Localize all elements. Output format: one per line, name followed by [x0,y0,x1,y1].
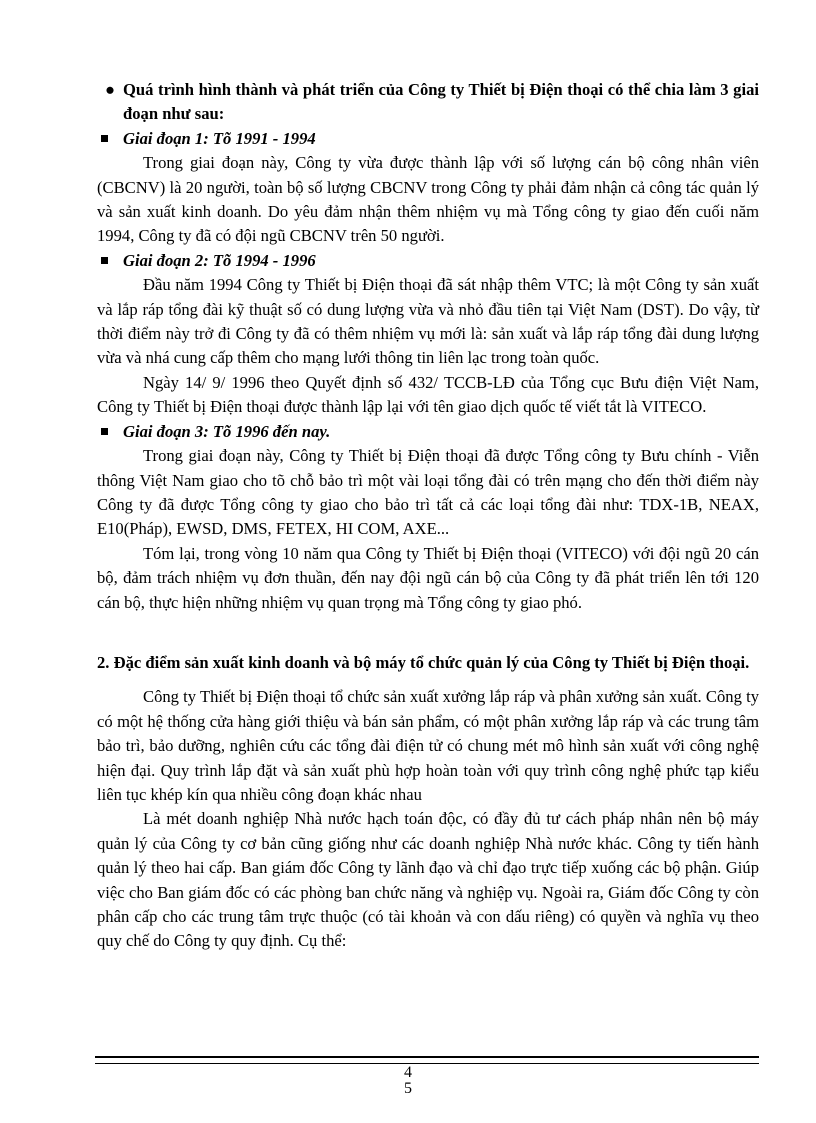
footer-rule [95,1056,759,1064]
section2-paragraph-1: Công ty Thiết bị Điện thoại tổ chức sản xuất xưởng lắp ráp và phân xưởng sản xuất. Công ty có một hệ thống cửa hàng giới thiệu và bán sản phẩm, có một phân xưởng lắp ráp và các trung tâm bảo trì, bảo dưỡng, nghiên cứu các tổng đài điện tử có chung mét mô hình sản xuất với công nghệ hiện đại. Quy trình lắp đặt và sản xuất phù hợp hoàn toàn với quy trình công nghệ phức tạp kiểu liên tục khép kín qua nhiều công đoạn khác nhau [97,687,759,804]
stage3-paragraph-1: Trong giai đoạn này, Công ty Thiết bị Điện thoại đã được Tổng công ty Bưu chính - Viễn thông Việt Nam giao cho tõ chỗ bảo trì một vài loại tổng đài có trên mạng cho đến thời điểm này Công ty đã được Tổng công ty giao cho bảo trì tất cả các loại tổng đài như: TDX-1B, NEAX, E10(Pháp), EWSD, DMS, FETEX, HI COM, AXE... [97,446,759,539]
intro-bullet-text: Quá trình hình thành và phát triển của Công ty Thiết bị Điện thoại có thể chia làm 3 giai đoạn như sau: [123,80,759,124]
page-content [97,78,759,954]
section2-title: 2. Đặc điểm sản xuất kinh doanh và bộ máy tổ chức quản lý của Công ty Thiết bị Điện thoại. [97,652,750,672]
stage2-paragraph-2: Ngày 14/ 9/ 1996 theo Quyết định số 432/ TCCB-LĐ của Tổng cục Bưu điện Việt Nam, Công ty Thiết bị Điện thoại được thành lập lại với tên giao dịch quốc tế viết tắt là VITECO. [97,372,759,417]
page-number-bottom: 5 [404,1080,412,1097]
page-number-top: 4 [404,1064,412,1081]
stage3-heading [97,420,759,444]
square-bullet-icon [101,428,108,435]
stage1-title: Giai đoạn 1: Tõ 1991 - 1994 [123,128,316,148]
stage1-heading [97,127,759,151]
bullet-dot-icon: ● [105,80,116,99]
stage2-paragraph-1: Đầu năm 1994 Công ty Thiết bị Điện thoại đã sát nhập thêm VTC; là một Công ty sản xuất và lắp ráp tổng đài kỹ thuật số có dung lượng vừa và nhỏ đầu tiên tại Việt Nam (DST). Do vậy, từ thời điểm này trở đi Công ty đã có thêm nhiệm vụ mới là: sản xuất và lắp ráp tổng đài dung lượng vừa và nhá cung cấp thêm cho mạng lưới thông tin liên lạc trong toàn quốc. [97,275,759,368]
stage2-heading [97,249,759,273]
square-bullet-icon [101,135,108,142]
square-bullet-icon [101,257,108,264]
stage3-title: Giai đoạn 3: Tõ 1996 đến nay. [123,421,331,441]
stage1-paragraph: Trong giai đoạn này, Công ty vừa được thành lập với số lượng cán bộ công nhân viên (CBCNV) là 20 người, toàn bộ số lượng CBCNV trong Công ty phải đảm nhận cả công tác quản lý và sản xuất kinh doanh. Do yêu đảm nhận thêm nhiệm vụ mà Tổng công ty giao đến cuối năm 1994, Công ty đã có đội ngũ CBCNV trên 50 người. [97,153,759,246]
stage2-title: Giai đoạn 2: Tõ 1994 - 1996 [123,250,316,270]
stage3-paragraph-2: Tóm lại, trong vòng 10 năm qua Công ty Thiết bị Điện thoại (VITECO) với đội ngũ 20 cán bộ, đảm trách nhiệm vụ đơn thuần, đến nay đội ngũ cán bộ của Công ty đã phát triển lên tới 120 cán bộ, thực hiện những nhiệm vụ quan trọng mà Tổng công ty giao phó. [97,543,759,612]
intro-bullet [97,78,759,127]
section2-paragraph-2: Là mét doanh nghiệp Nhà nước hạch toán độc, có đầy đủ tư cách pháp nhân nên bộ máy quản lý của Công ty cơ bản cũng giống như các doanh nghiệp Nhà nước khác. Công ty tiến hành quản lý theo hai cấp. Ban giám đốc Công ty lãnh đạo và chỉ đạo trực tiếp xuống các bộ phận. Giúp việc cho Ban giám đốc có các phòng ban chức năng và nghiệp vụ. Ngoài ra, Giám đốc Công ty còn phân cấp cho các trung tâm trực thuộc (có tài khoản và con dấu riêng) có quyền và nghĩa vụ theo quy chế do Công ty quy định. Cụ thể: [97,809,759,951]
